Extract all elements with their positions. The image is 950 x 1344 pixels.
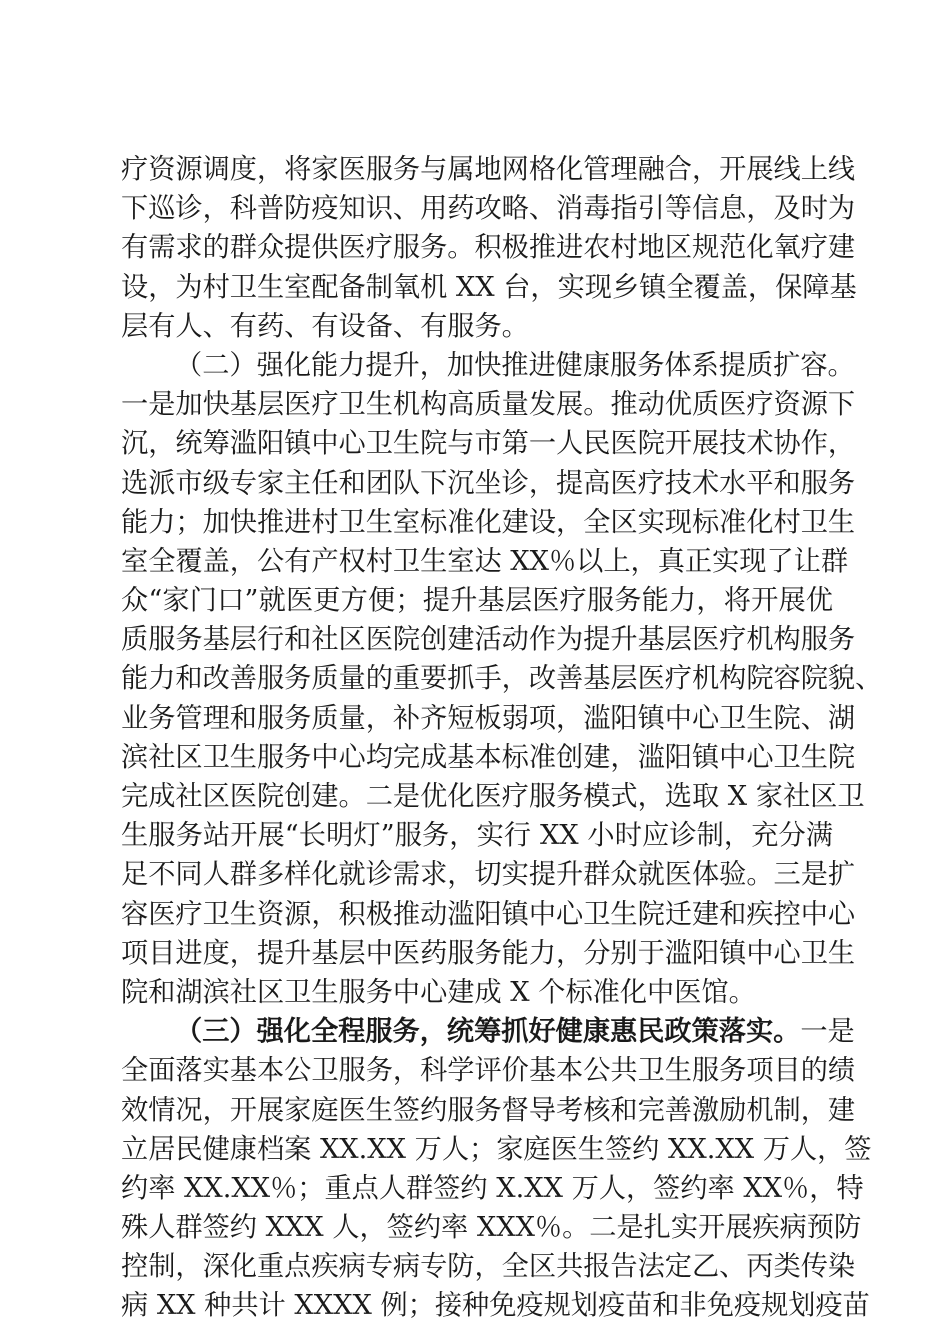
body-line: 病 XX 种共计 XXXX 例；接种免疫规划疫苗和非免疫规划疫苗 <box>121 1290 870 1322</box>
document-body <box>121 150 883 1326</box>
body-line: 生服务站开展“长明灯”服务，实行 XX 小时应诊制，充分满 <box>121 820 833 852</box>
section-heading-3-line <box>121 1012 855 1051</box>
body-line: 众“家门口”就医更方便；提升基层医疗服务能力，将开展优 <box>121 585 833 617</box>
body-line: 疗资源调度，将家医服务与属地网格化管理融合，开展线上线 <box>121 154 856 185</box>
body-line: 控制，深化重点疾病专病专防，全区共报告法定乙、丙类传染 <box>121 1251 856 1283</box>
body-line: 完成社区医院创建。二是优化医疗服务模式，选取 X 家社区卫 <box>121 781 865 812</box>
body-line: 下巡诊，科普防疫知识、用药攻略、消毒指引等信息，及时为 <box>121 193 856 225</box>
body-line: 约率 XX.XX％；重点人群签约 X.XX 万人，签约率 XX％，特 <box>121 1172 864 1204</box>
body-line: 选派市级专家主任和团队下沉坐诊，提高医疗技术水平和服务 <box>121 467 856 499</box>
body-line: 能力和改善服务质量的重要抓手，改善基层医疗机构院容院貌、 <box>121 663 883 695</box>
body-line: 沉，统筹滥阳镇中心卫生院与市第一人民医院开展技术协作， <box>121 428 856 460</box>
body-line: 足不同人群多样化就诊需求，切实提升群众就医体验。三是扩 <box>121 859 856 891</box>
body-line: 室全覆盖，公有产权村卫生室达 XX％以上，真正实现了让群 <box>121 545 849 577</box>
body-line: 容医疗卫生资源，积极推动滥阳镇中心卫生院迁建和疾控中心 <box>121 898 856 930</box>
body-line: 业务管理和服务质量，补齐短板弱项，滥阳镇中心卫生院、湖 <box>121 702 856 734</box>
section-heading-3: （三）强化全程服务，统筹抓好健康惠民政策落实。 <box>175 1015 801 1048</box>
section-heading-2: （二）强化能力提升，加快推进健康服务体系提质扩容。 <box>175 349 855 381</box>
body-line: 能力；加快推进村卫生室标准化建设，全区实现标准化村卫生 <box>121 506 856 538</box>
body-line: 殊人群签约 XXX 人，签约率 XXX％。二是扎实开展疾病预防 <box>121 1212 862 1244</box>
body-line: 项目进度，提升基层中医药服务能力，分别于滥阳镇中心卫生 <box>121 937 856 969</box>
body-line: 设，为村卫生室配备制氧机 XX 台，实现乡镇全覆盖，保障基 <box>121 271 857 303</box>
body-line: 有需求的群众提供医疗服务。积极推进农村地区规范化氧疗建 <box>121 232 856 264</box>
body-line: 滨社区卫生服务中心均完成基本标准创建，滥阳镇中心卫生院 <box>121 741 856 773</box>
body-line: 全面落实基本公卫服务，科学评价基本公共卫生服务项目的绩 <box>121 1055 856 1087</box>
body-line: 层有人、有药、有设备、有服务。 <box>121 310 529 342</box>
body-line: 质服务基层行和社区医院创建活动作为提升基层医疗机构服务 <box>121 624 856 656</box>
body-line: 院和湖滨社区卫生服务中心建成 X 个标准化中医馆。 <box>121 976 756 1008</box>
body-line: 效情况，开展家庭医生签约服务督导考核和完善激励机制，建 <box>121 1094 856 1126</box>
section-heading-3-tail: 一是 <box>800 1016 855 1048</box>
body-line: 立居民健康档案 XX.XX 万人；家庭医生签约 XX.XX 万人，签 <box>121 1133 872 1165</box>
body-line: 一是加快基层医疗卫生机构高质量发展。推动优质医疗资源下 <box>121 389 856 421</box>
